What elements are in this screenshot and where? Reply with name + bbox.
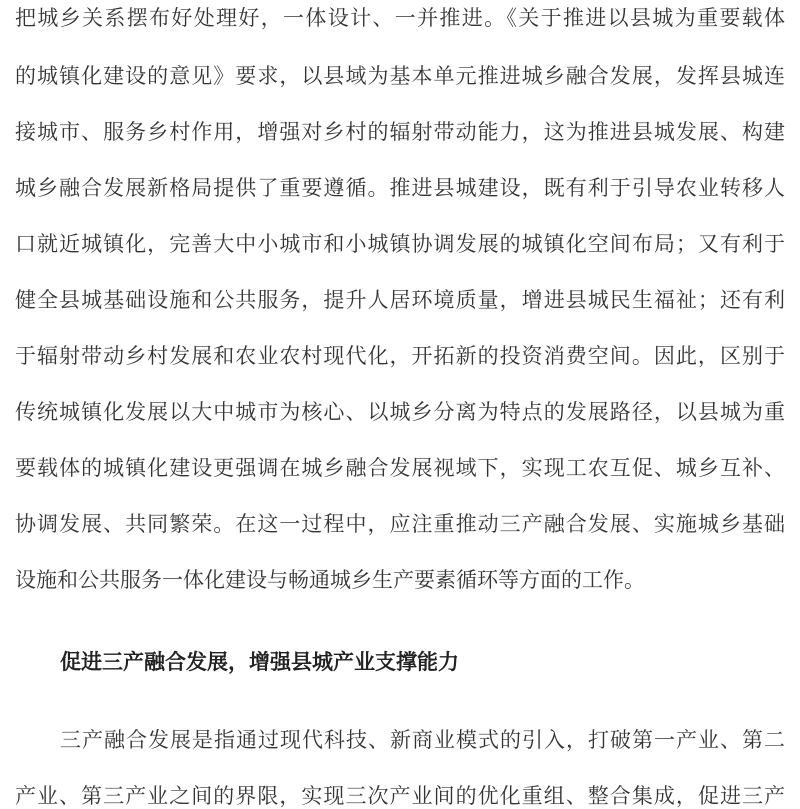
section-heading: 促进三产融合发展，增强县城产业支撑能力 (60, 650, 459, 674)
paragraph-line: 要载体的城镇化建设更强调在城乡融合发展视域下，实现工农互促、城乡互补、 (15, 456, 785, 480)
paragraph-line: 协调发展、共同繁荣。在这一过程中，应注重推动三产融合发展、实施城乡基础 (15, 512, 785, 536)
paragraph-line: 口就近城镇化，完善大中小城市和小城镇协调发展的城镇化空间布局；又有利于 (15, 232, 785, 256)
paragraph-line: 传统城镇化发展以大中城市为核心、以城乡分离为特点的发展路径，以县城为重 (15, 400, 785, 424)
paragraph-line: 的城镇化建设的意见》要求，以县域为基本单元推进城乡融合发展，发挥县城连 (15, 64, 785, 88)
paragraph-line: 把城乡关系摆布好处理好，一体设计、一并推进。《关于推进以县城为重要载体 (15, 6, 785, 30)
paragraph-line: 接城市、服务乡村作用，增强对乡村的辐射带动能力，这为推进县城发展、构建 (15, 120, 785, 144)
paragraph-line: 城乡融合发展新格局提供了重要遵循。推进县城建设，既有利于引导农业转移人 (15, 176, 785, 200)
paragraph-line: 三产融合发展是指通过现代科技、新商业模式的引入，打破第一产业、第二 (60, 728, 785, 752)
paragraph-line: 产业、第三产业之间的界限，实现三次产业间的优化重组、整合集成，促进三产 (15, 784, 785, 808)
paragraph-line: 健全县城基础设施和公共服务，提升人居环境质量，增进县城民生福祉；还有利 (15, 288, 785, 312)
paragraph-line: 于辐射带动乡村发展和农业农村现代化，开拓新的投资消费空间。因此，区别于 (15, 344, 785, 368)
paragraph-line: 设施和公共服务一体化建设与畅通城乡生产要素循环等方面的工作。 (15, 568, 645, 592)
